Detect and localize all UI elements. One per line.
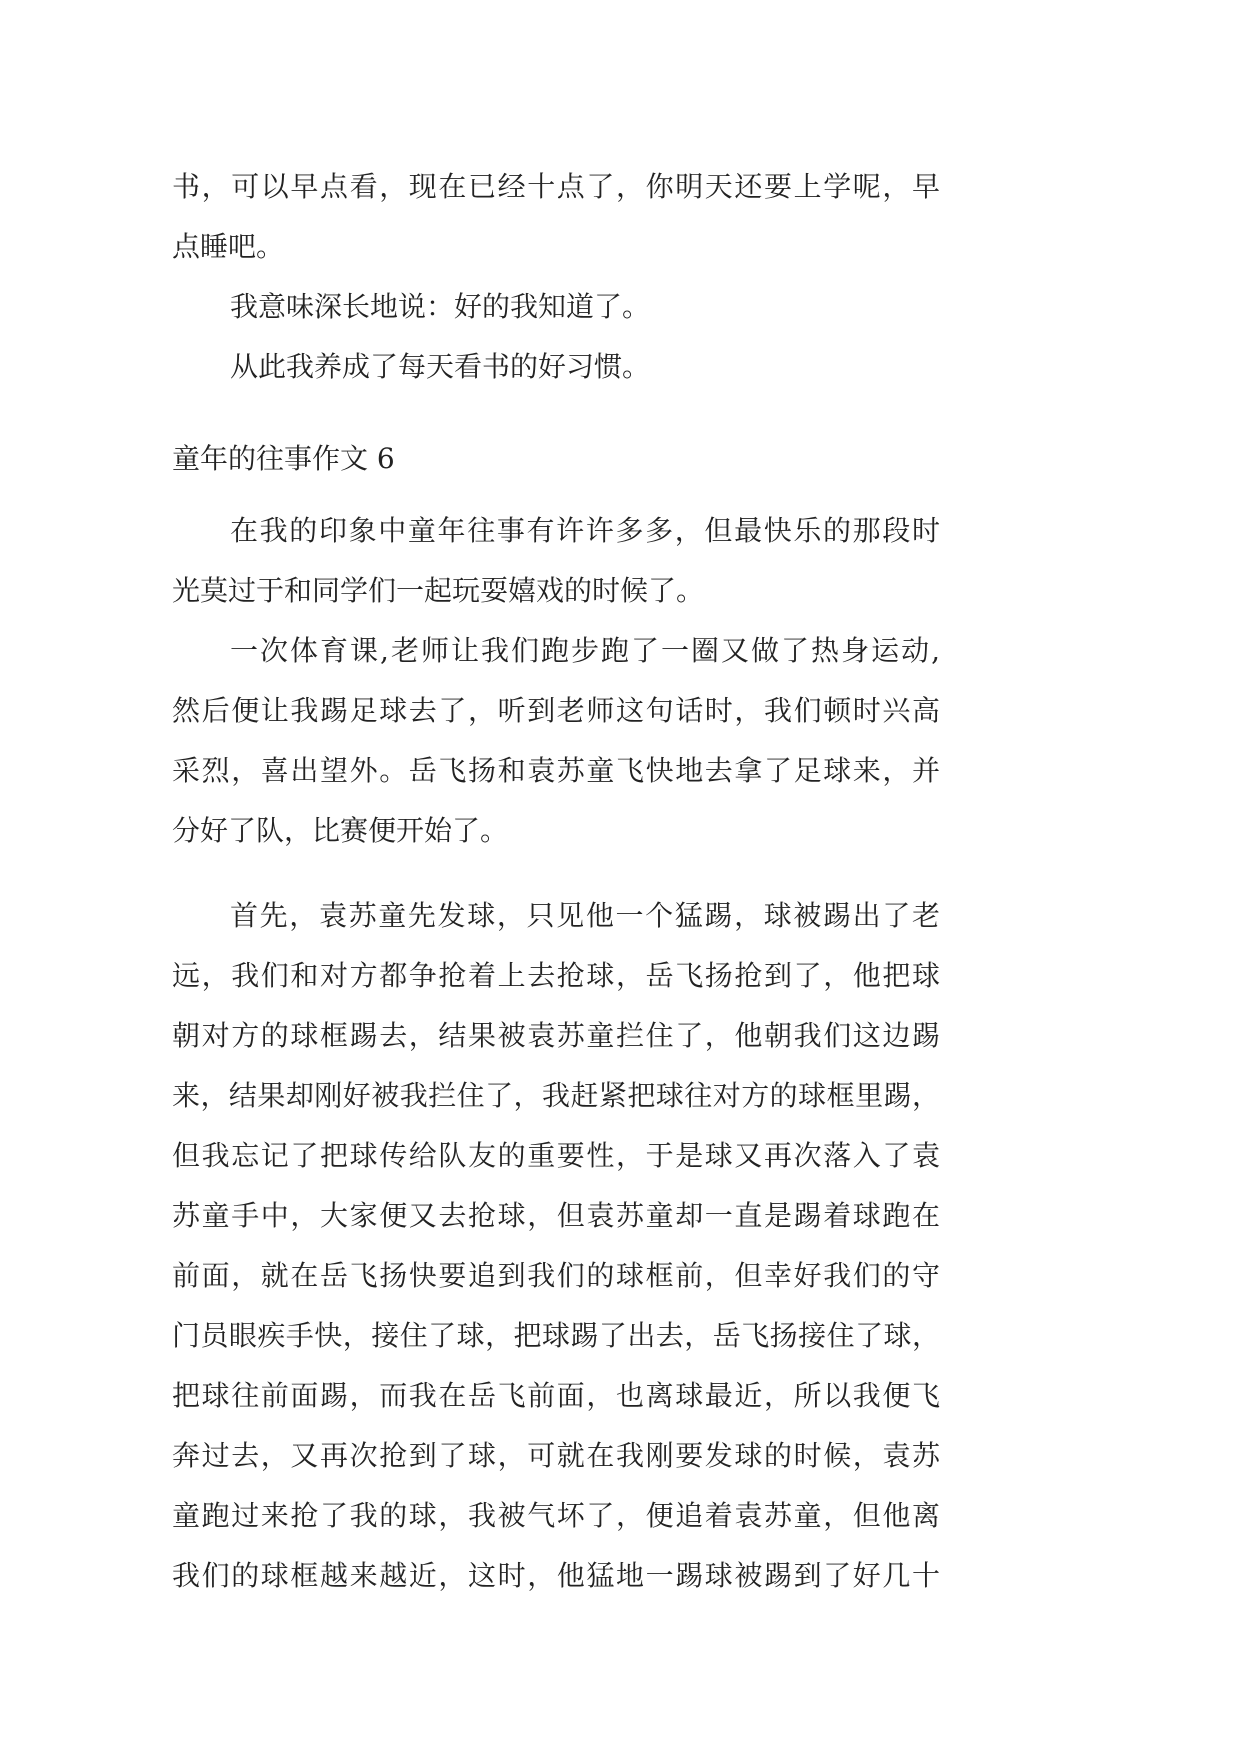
document-body: [172, 157, 940, 1606]
text-line: 奔过去，又再次抢到了球，可就在我刚要发球的时候，袁苏: [172, 1439, 940, 1472]
text-line: 但我忘记了把球传给队友的重要性，于是球又再次落入了袁: [172, 1139, 940, 1172]
paragraph: [172, 157, 940, 277]
text-line: 童跑过来抢了我的球，我被气坏了，便追着袁苏童，但他离: [172, 1499, 940, 1532]
text-line: 点睡吧。: [172, 230, 285, 263]
text-line: 从此我养成了每天看书的好习惯。: [230, 350, 651, 383]
text-line: 前面，就在岳飞扬快要追到我们的球框前，但幸好我们的守: [172, 1259, 940, 1292]
text-line: 我意味深长地说：好的我知道了。: [230, 290, 651, 323]
essay-title: 童年的往事作文 6: [172, 442, 395, 475]
text-line: 门员眼疾手快，接住了球，把球踢了出去，岳飞扬接住了球，: [172, 1319, 940, 1352]
text-line: 光莫过于和同学们一起玩耍嬉戏的时候了。: [172, 574, 705, 607]
text-line: 朝对方的球框踢去，结果被袁苏童拦住了，他朝我们这边踢: [172, 1019, 940, 1052]
text-line: 远，我们和对方都争抢着上去抢球，岳飞扬抢到了，他把球: [172, 959, 940, 992]
paragraph: [172, 277, 940, 337]
text-line: 采烈，喜出望外。岳飞扬和袁苏童飞快地去拿了足球来，并: [172, 754, 940, 787]
text-line: 苏童手中，大家便又去抢球，但袁苏童却一直是踢着球跑在: [172, 1199, 940, 1232]
paragraph: [172, 886, 940, 1606]
text-line: 一次体育课,老师让我们跑步跑了一圈又做了热身运动,: [230, 634, 940, 667]
text-line: 分好了队，比赛便开始了。: [172, 814, 509, 847]
text-line: 把球往前面踢，而我在岳飞前面，也离球最近，所以我便飞: [172, 1379, 940, 1412]
paragraph: [172, 501, 940, 621]
paragraph: [172, 337, 940, 397]
text-line: 来，结果却刚好被我拦住了，我赶紧把球往对方的球框里踢，: [172, 1079, 940, 1112]
text-line: 然后便让我踢足球去了，听到老师这句话时，我们顿时兴高: [172, 694, 940, 727]
paragraph: [172, 621, 940, 861]
text-line: 我们的球框越来越近，这时，他猛地一踢球被踢到了好几十: [172, 1559, 940, 1592]
text-line: 在我的印象中童年往事有许许多多，但最快乐的那段时: [230, 514, 940, 547]
text-line: 书，可以早点看，现在已经十点了，你明天还要上学呢，早: [172, 170, 940, 203]
text-line: 首先，袁苏童先发球，只见他一个猛踢，球被踢出了老: [230, 899, 940, 932]
